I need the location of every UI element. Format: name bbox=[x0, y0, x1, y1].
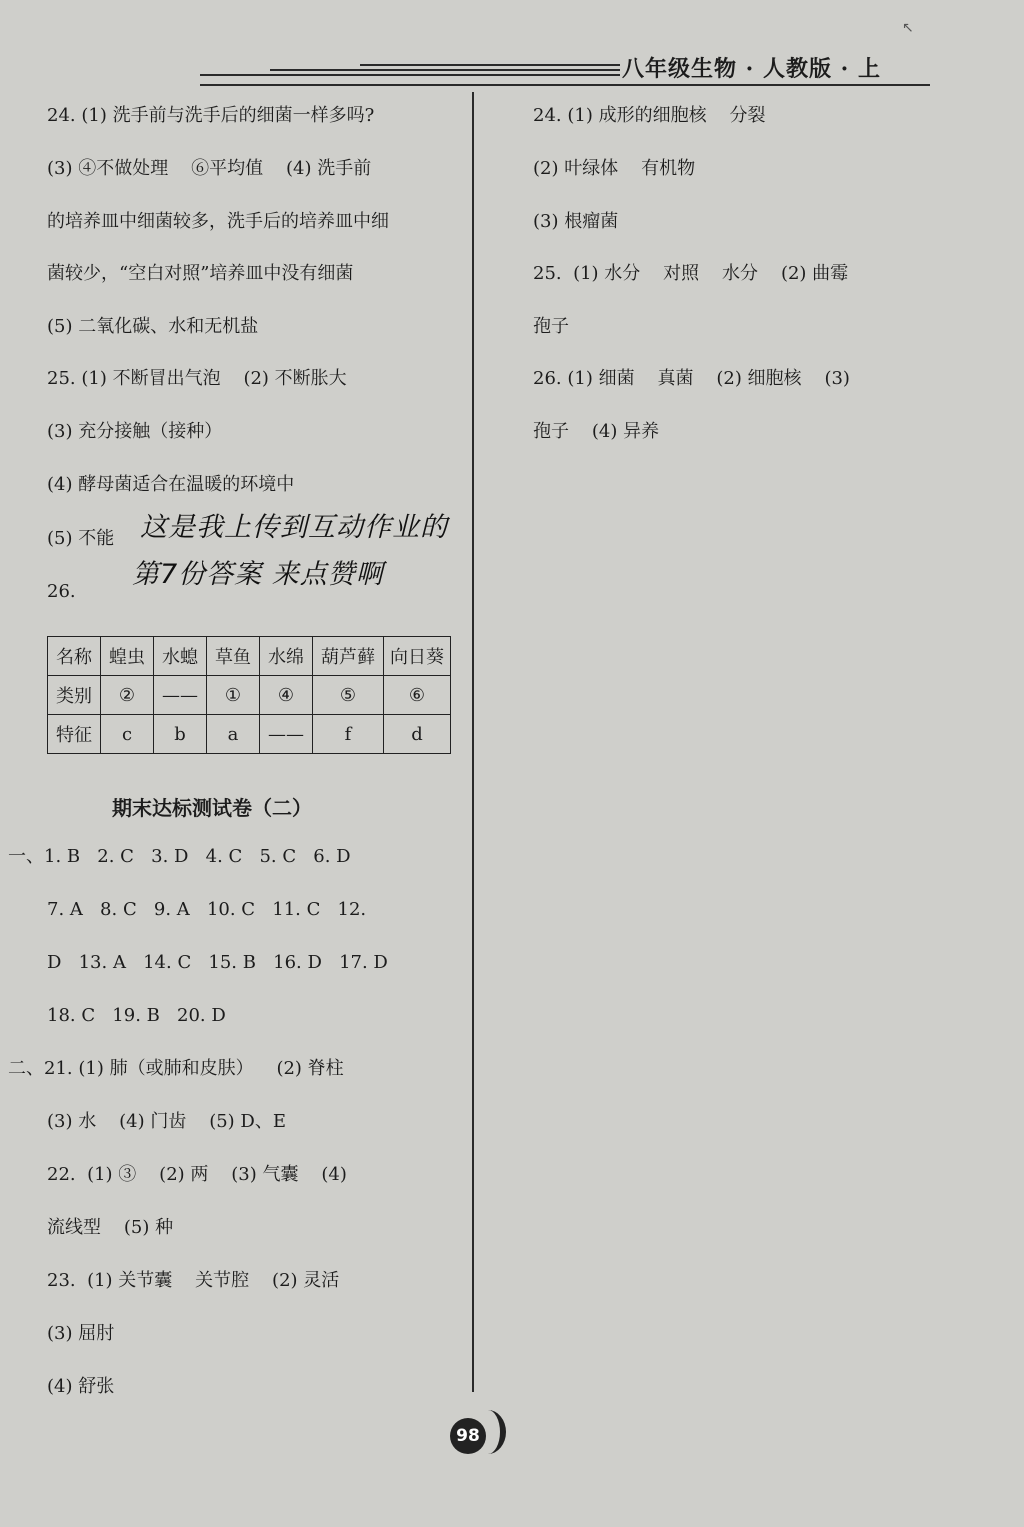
left-line: 菌较少，“空白对照”培养皿中没有细菌 bbox=[47, 263, 354, 284]
table-cell: —— bbox=[260, 715, 313, 754]
answer-line: (4) 舒张 bbox=[47, 1376, 115, 1397]
header-title: 八年级生物 · 人教版 · 上 bbox=[622, 56, 881, 82]
section-title: 期末达标测试卷（二） bbox=[112, 796, 312, 820]
column-divider bbox=[472, 92, 474, 1392]
right-line: 25. (1) 水分 对照 水分 (2) 曲霉 bbox=[533, 263, 849, 284]
left-line: (5) 二氧化碳、水和无机盐 bbox=[47, 316, 259, 337]
right-line: 24. (1) 成形的细胞核 分裂 bbox=[533, 105, 766, 126]
left-line: (4) 酵母菌适合在温暖的环境中 bbox=[47, 474, 295, 495]
left-line: 26. bbox=[47, 581, 76, 602]
left-line: (3) 充分接触（接种） bbox=[47, 421, 223, 442]
handwritten-note-line: 第7份答案 来点赞啊 bbox=[132, 559, 384, 590]
page-number: 98 bbox=[450, 1418, 486, 1454]
table-cell: —— bbox=[154, 676, 207, 715]
table-cell: ④ bbox=[260, 676, 313, 715]
table-cell: f bbox=[313, 715, 384, 754]
right-line: (2) 叶绿体 有机物 bbox=[533, 158, 696, 179]
table-cell: d bbox=[384, 715, 451, 754]
table-cell: ⑥ bbox=[384, 676, 451, 715]
right-line: (3) 根瘤菌 bbox=[533, 211, 619, 232]
table-cell: ② bbox=[101, 676, 154, 715]
table-cell: 水绵 bbox=[260, 637, 313, 676]
answer-line: 流线型 (5) 种 bbox=[47, 1217, 174, 1238]
table-cell: ① bbox=[207, 676, 260, 715]
answer-line: (3) 屈肘 bbox=[47, 1323, 115, 1344]
left-line: (5) 不能 bbox=[47, 528, 115, 549]
header-rule bbox=[200, 84, 930, 86]
table-cell: 水螅 bbox=[154, 637, 207, 676]
answer-line: 二、21. (1) 肺（或肺和皮肤） (2) 脊柱 bbox=[8, 1058, 344, 1079]
table-cell: c bbox=[101, 715, 154, 754]
table-cell: 特征 bbox=[48, 715, 101, 754]
table-cell: 蝗虫 bbox=[101, 637, 154, 676]
answer-line: 18. C 19. B 20. D bbox=[47, 1005, 226, 1026]
header-decoration-lines bbox=[200, 60, 620, 82]
answer-line: 一、1. B 2. C 3. D 4. C 5. C 6. D bbox=[8, 846, 351, 867]
table-cell: a bbox=[207, 715, 260, 754]
left-line: 的培养皿中细菌较多，洗手后的培养皿中细 bbox=[47, 211, 389, 232]
table-row bbox=[48, 715, 451, 754]
left-line: 25. (1) 不断冒出气泡 (2) 不断胀大 bbox=[47, 368, 347, 389]
right-line: 孢子 (4) 异养 bbox=[533, 421, 660, 442]
table-row bbox=[48, 676, 451, 715]
table-cell: ⑤ bbox=[313, 676, 384, 715]
left-line: (3) ④不做处理 ⑥平均值 (4) 洗手前 bbox=[47, 158, 372, 179]
answer-line: 7. A 8. C 9. A 10. C 11. C 12. bbox=[47, 899, 367, 920]
answer-line: 22. (1) ③ (2) 两 (3) 气囊 (4) bbox=[47, 1164, 347, 1185]
table-cell: 类别 bbox=[48, 676, 101, 715]
corner-mark: ↖ bbox=[902, 20, 914, 36]
handwritten-note-line: 这是我上传到互动作业的 bbox=[140, 512, 448, 543]
right-line: 26. (1) 细菌 真菌 (2) 细胞核 (3) bbox=[533, 368, 850, 389]
table-row bbox=[48, 637, 451, 676]
right-line: 孢子 bbox=[533, 316, 569, 337]
answer-line: (3) 水 (4) 门齿 (5) D、E bbox=[47, 1111, 287, 1132]
answer-line: D 13. A 14. C 15. B 16. D 17. D bbox=[47, 952, 388, 973]
table-cell: b bbox=[154, 715, 207, 754]
table-cell: 草鱼 bbox=[207, 637, 260, 676]
answer-line: 23. (1) 关节囊 关节腔 (2) 灵活 bbox=[47, 1270, 340, 1291]
table-cell: 名称 bbox=[48, 637, 101, 676]
table-cell: 向日葵 bbox=[384, 637, 451, 676]
table-cell: 葫芦藓 bbox=[313, 637, 384, 676]
left-line: 24. (1) 洗手前与洗手后的细菌一样多吗? bbox=[47, 105, 375, 126]
classification-table bbox=[47, 636, 451, 754]
